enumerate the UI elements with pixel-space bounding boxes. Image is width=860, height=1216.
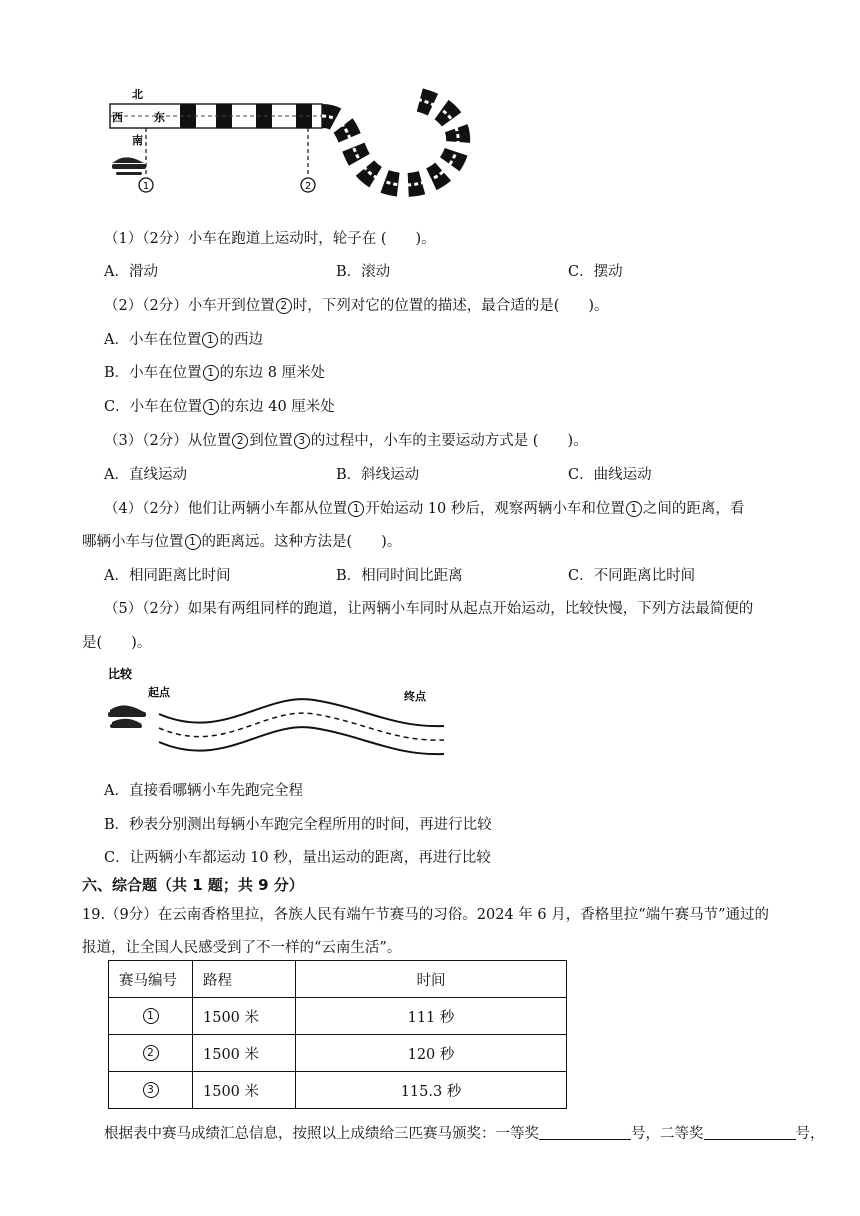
car-icon — [112, 157, 146, 175]
figure2-title: 比较 — [108, 667, 133, 681]
horse-id: 1 — [143, 1008, 159, 1024]
race-track-figure — [104, 662, 454, 762]
table-header-row — [109, 961, 567, 998]
car-icon — [108, 705, 146, 728]
q5-stem-line2: 是( )。 — [82, 635, 152, 651]
race-results-table — [108, 960, 567, 1109]
marker-1: 1 — [142, 181, 150, 192]
q1-option-c: C．摆动 — [568, 264, 623, 280]
section-title: 六、综合题（共 1 题；共 9 分） — [82, 876, 304, 894]
q4-stem-line2: 哪辆小车与位置 1 的距离远。这种方法是( )。 — [82, 534, 402, 550]
figure2-end: 终点 — [404, 690, 426, 703]
q5-option-a: A．直接看哪辆小车先跑完全程 — [104, 783, 303, 799]
horse-id: 2 — [143, 1045, 159, 1061]
track-figure — [100, 84, 480, 214]
q4-stem-line1: （4）（2分）他们让两辆小车都从位置 1 开始运动 10 秒后，观察两辆小车和位置 1 之间的距离，看 — [104, 501, 745, 517]
header-id: 赛马编号 — [109, 961, 193, 998]
table-row — [109, 1072, 567, 1109]
header-time: 时间 — [296, 961, 567, 998]
figure2-start: 起点 — [148, 686, 170, 699]
q2-option-c: C．小车在位置 1 的东边 40 厘米处 — [104, 399, 335, 415]
compass-west: 西 — [112, 111, 123, 124]
q19-stem-line1: 19.（9分）在云南香格里拉，各族人民有端午节赛马的习俗。2024 年 6 月，香格里拉“端午赛马节”通过的 — [82, 907, 770, 923]
time-cell: 120 秒 — [296, 1035, 567, 1072]
q3-stem: （3）（2分）从位置 2 到位置 3 的过程中，小车的主要运动方式是 ( )。 — [104, 433, 588, 449]
time-cell: 115.3 秒 — [296, 1072, 567, 1109]
marker-2: 2 — [304, 181, 312, 192]
answer-blank-first[interactable] — [539, 1125, 631, 1140]
time-cell: 111 秒 — [296, 998, 567, 1035]
q4-option-c: C．不同距离比时间 — [568, 568, 696, 584]
q3-option-c: C．曲线运动 — [568, 467, 652, 483]
answer-blank-second[interactable] — [704, 1125, 796, 1140]
q1-stem: （1）（2分）小车在跑道上运动时，轮子在 ( )。 — [104, 231, 436, 247]
q4-option-a: A．相同距离比时间 — [104, 568, 231, 584]
q2-option-b: B．小车在位置 1 的东边 8 厘米处 — [104, 365, 326, 381]
table-row — [109, 1035, 567, 1072]
q1-option-a: A．滑动 — [104, 264, 158, 280]
q5-option-c: C．让两辆小车都运动 10 秒，量出运动的距离，再进行比较 — [104, 850, 491, 866]
q3-option-b: B．斜线运动 — [336, 467, 420, 483]
table-row — [109, 998, 567, 1035]
q3-option-a: A．直线运动 — [104, 467, 187, 483]
distance-cell: 1500 米 — [193, 1035, 296, 1072]
q2-option-a: A．小车在位置 1 的西边 — [104, 332, 263, 348]
compass-south: 南 — [132, 134, 143, 147]
q5-option-b: B．秒表分别测出每辆小车跑完全程所用的时间，再进行比较 — [104, 817, 492, 833]
header-distance: 路程 — [193, 961, 296, 998]
compass-north: 北 — [132, 88, 143, 101]
q5-stem-line1: （5）（2分）如果有两组同样的跑道，让两辆小车同时从起点开始运动，比较快慢，下列方法最简便的 — [104, 601, 754, 617]
q2-stem: （2）（2分）小车开到位置 2 时，下列对它的位置的描述，最合适的是( )。 — [104, 298, 609, 314]
compass-east: 东 — [154, 111, 165, 124]
q19-tail: 根据表中赛马成绩汇总信息，按照以上成绩给三匹赛马颁奖：一等奖 号，二等奖 号， — [104, 1126, 825, 1142]
q19-stem-line2: 报道，让全国人民感受到了不一样的“云南生活”。 — [82, 940, 402, 956]
horse-id: 3 — [143, 1082, 159, 1098]
distance-cell: 1500 米 — [193, 998, 296, 1035]
distance-cell: 1500 米 — [193, 1072, 296, 1109]
q4-option-b: B．相同时间比距离 — [336, 568, 463, 584]
q1-option-b: B．滚动 — [336, 264, 391, 280]
